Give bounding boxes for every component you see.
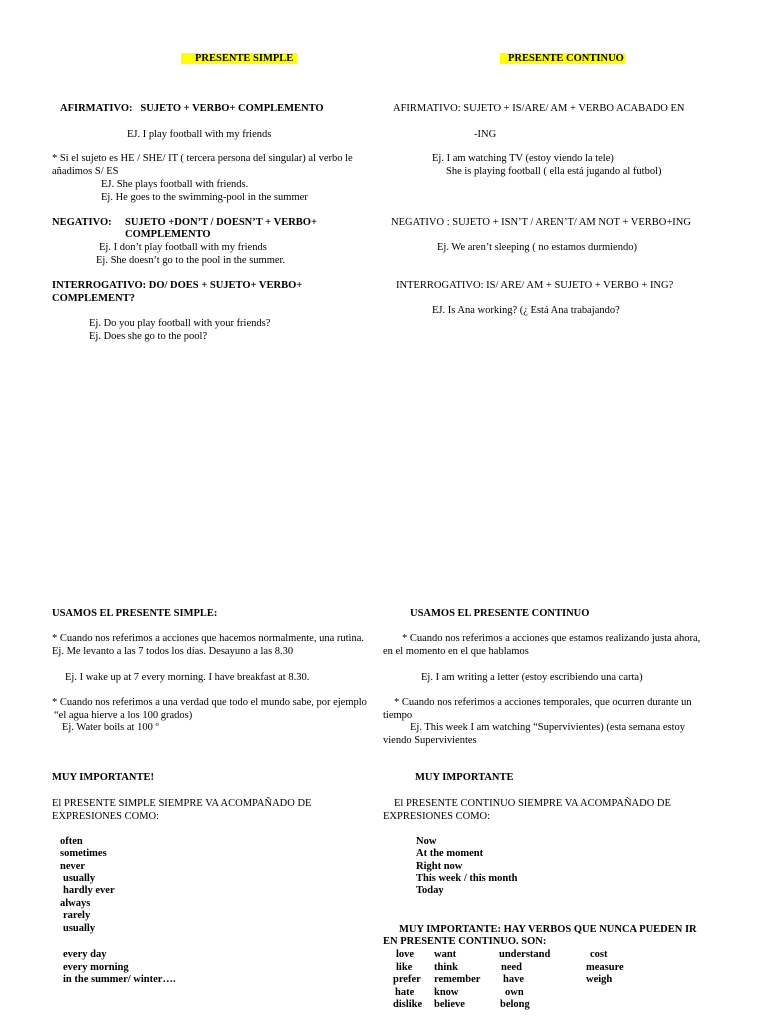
uses-continuo-p2b: tiempo: [383, 710, 413, 721]
important-simple-text-2: EXPRESIONES COMO:: [52, 811, 160, 822]
expression-in-the-summer: in the summer/ winter….: [63, 974, 176, 985]
uses-continuo-p1-example: Ej. I am writing a letter (estoy escribiendo una carta): [421, 672, 643, 683]
verb-cell: think: [434, 961, 458, 973]
uses-continuo-p2-example-b: viendo Supervivientes: [383, 735, 477, 746]
uses-simple-p1b: Ej. Me levanto a las 7 todos los días. Desayuno a las 8.30: [52, 646, 294, 657]
negativo-continuo: NEGATIVO : SUJETO + ISN’T / AREN’T/ AM NOT + VERBO+ING: [391, 217, 691, 228]
uses-simple-heading: USAMOS EL PRESENTE SIMPLE:: [52, 608, 218, 619]
verb-cell: understand: [499, 949, 551, 960]
negativo-example-2: Ej. She doesn’t go to the pool in the summer.: [96, 255, 286, 266]
expression-usually: usually: [63, 873, 96, 884]
third-person-example-1: EJ. She plays football with friends.: [101, 179, 249, 190]
expression-often: often: [60, 836, 83, 847]
third-person-note: * Si el sujeto es HE / SHE/ IT ( tercera persona del singular) al verbo le: [52, 153, 353, 164]
third-person-example-2: Ej. He goes to the swimming-pool in the summer: [101, 192, 308, 203]
interrogativo-simple: INTERROGATIVO: DO/ DOES + SUJETO+ VERBO+: [52, 280, 303, 291]
interrogativo-simple-2: COMPLEMENT?: [52, 293, 135, 304]
continuo-example-2: She is playing football ( ella está jugando al futbol): [446, 166, 662, 177]
verb-cell: love: [396, 949, 415, 960]
expression-this-week: This week / this month: [416, 873, 518, 884]
expression-right-now: Right now: [416, 861, 463, 872]
uses-simple-p1: * Cuando nos referimos a acciones que hacemos normalmente, una rutina.: [52, 633, 364, 644]
expression-never: never: [60, 861, 86, 872]
interrogativo-continuo-example: EJ. Is Ana working? (¿ Está Ana trabajando?: [432, 305, 620, 316]
verb-cell: weigh: [586, 974, 613, 985]
title-presente-continuo: PRESENTE CONTINUO: [500, 52, 625, 65]
expression-sometimes: sometimes: [60, 848, 107, 859]
expression-every-morning: every morning: [63, 962, 129, 973]
important-continuo-text-2: EXPRESIONES COMO:: [383, 811, 491, 822]
expression-usually-2: usually: [63, 923, 96, 934]
interrogativo-continuo: INTERROGATIVO: IS/ ARE/ AM + SUJETO + VERBO + ING?: [396, 280, 674, 291]
expression-every-day: every day: [63, 949, 107, 960]
negativo-simple-formula: SUJETO +DON’T / DOESN’T + VERBO+: [125, 217, 317, 228]
expression-today: Today: [416, 885, 444, 896]
uses-continuo-p2-example: Ej. This week I am watching “Supervivientes) (esta semana estoy: [410, 722, 686, 733]
uses-simple-p1-example: Ej. I wake up at 7 every morning. I have breakfast at 8.30.: [65, 672, 310, 683]
verb-cell: know: [434, 986, 459, 998]
continuo-example-1: Ej. I am watching TV (estoy viendo la tele): [432, 153, 614, 164]
verb-cell: prefer: [393, 974, 421, 985]
interrogativo-example-1: Ej. Do you play football with your friends?: [89, 318, 271, 329]
stative-verbs-heading: MUY IMPORTANTE: HAY VERBOS QUE NUNCA PUEDEN IR: [399, 924, 697, 935]
verb-cell: measure: [586, 961, 624, 973]
verb-cell: have: [503, 974, 524, 985]
afirmativo-continuo-ing: -ING: [474, 129, 497, 140]
uses-continuo-p1b: en el momento en el que hablamos: [383, 646, 529, 657]
important-simple-heading: MUY IMPORTANTE!: [52, 772, 154, 783]
uses-continuo-p2: * Cuando nos referimos a acciones temporales, que ocurren durante un: [394, 697, 692, 708]
important-continuo-text: El PRESENTE CONTINUO SIEMPRE VA ACOMPAÑADO DE: [394, 798, 671, 809]
uses-continuo-p1: * Cuando nos referimos a acciones que estamos realizando justa ahora,: [402, 633, 701, 644]
afirmativo-continuo: AFIRMATIVO: SUJETO + IS/ARE/ AM + VERBO ACABADO EN: [393, 103, 685, 114]
verb-cell: need: [501, 961, 522, 973]
uses-simple-p2: * Cuando nos referimos a una verdad que todo el mundo sabe, por ejemplo: [52, 697, 367, 708]
uses-simple-p2-example: Ej. Water boils at 100 º: [62, 722, 159, 733]
important-continuo-heading: MUY IMPORTANTE: [415, 772, 514, 783]
negativo-simple-formula-2: COMPLEMENTO: [125, 229, 211, 240]
verb-cell: dislike: [393, 999, 423, 1010]
stative-verbs-heading-2: EN PRESENTE CONTINUO. SON:: [383, 936, 547, 947]
afirmativo-simple: AFIRMATIVO: SUJETO + VERBO+ COMPLEMENTO: [60, 103, 324, 114]
verb-cell: believe: [434, 999, 465, 1010]
verb-cell: own: [505, 986, 524, 998]
verb-cell: like: [396, 961, 413, 973]
verb-cell: want: [434, 949, 457, 960]
expression-at-the-moment: At the moment: [416, 848, 484, 859]
negativo-continuo-example: Ej. We aren’t sleeping ( no estamos durmiendo): [437, 242, 637, 253]
verb-cell: cost: [590, 949, 608, 960]
uses-continuo-heading: USAMOS EL PRESENTE CONTINUO: [410, 608, 590, 619]
verb-cell: belong: [500, 999, 530, 1010]
expression-now: Now: [416, 836, 437, 847]
negativo-simple-label: NEGATIVO:: [52, 217, 112, 228]
verb-cell: hate: [395, 986, 415, 998]
afirm-example-simple: EJ. I play football with my friends: [127, 129, 272, 140]
uses-simple-p2b: “el agua hierve a los 100 grados): [54, 710, 193, 721]
verb-cell: remember: [434, 974, 481, 985]
negativo-example-1: Ej. I don’t play football with my friends: [99, 242, 267, 253]
expression-rarely: rarely: [63, 910, 91, 921]
expression-always: always: [60, 898, 91, 909]
important-simple-text: El PRESENTE SIMPLE SIEMPRE VA ACOMPAÑADO DE: [52, 798, 312, 809]
title-presente-simple: PRESENTE SIMPLE: [181, 52, 297, 65]
interrogativo-example-2: Ej. Does she go to the pool?: [89, 331, 208, 342]
expression-hardly-ever: hardly ever: [63, 885, 115, 896]
third-person-note-2: añadimos S/ ES: [52, 166, 119, 177]
